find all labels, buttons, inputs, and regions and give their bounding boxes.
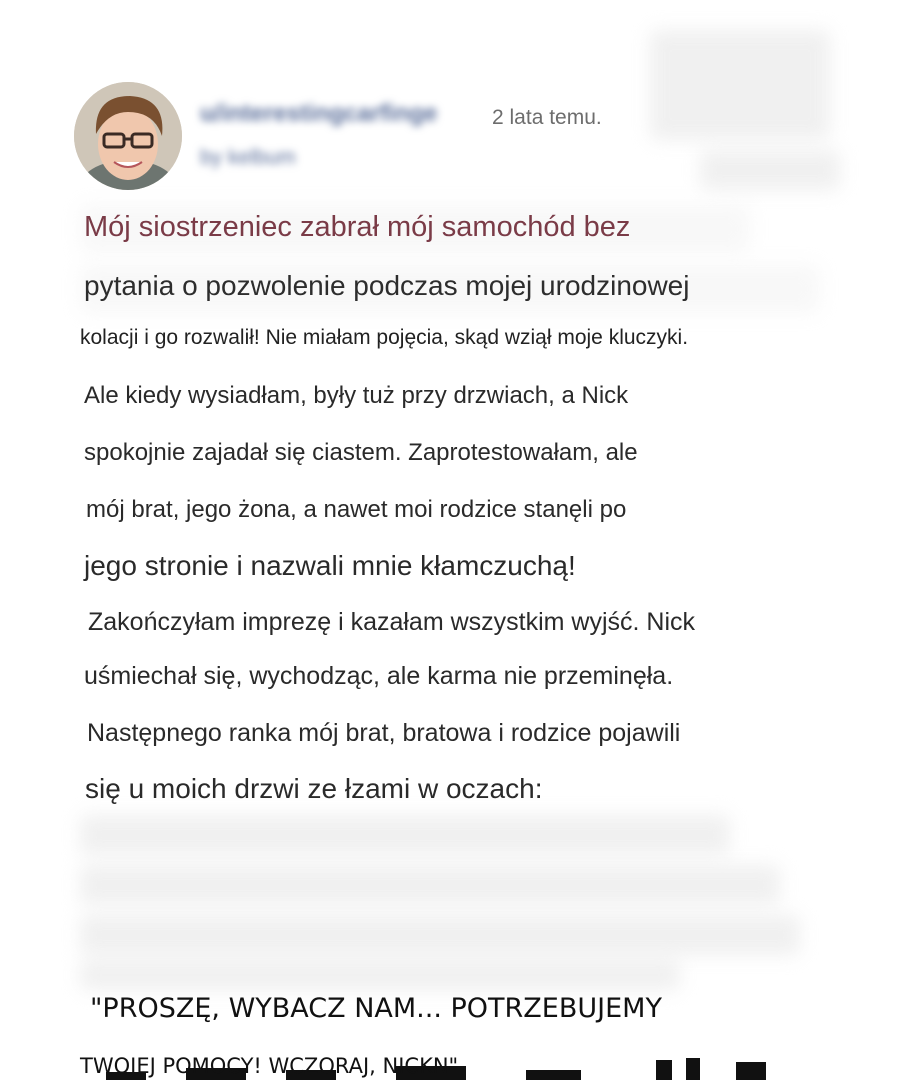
username-subline: by kelbum (200, 146, 296, 169)
post-line: pytania o pozwolenie podczas mojej urodzinowej (84, 270, 690, 301)
user-avatar[interactable] (74, 82, 182, 190)
post-line: Zakończyłam imprezę i kazałam wszystkim wyjść. Nick (88, 608, 696, 636)
post-title: Mój siostrzeniec zabrał mój samochód bez (84, 211, 631, 243)
caption-line-2: TWOJEJ POMOCY! WCZORAJ, NICKN" (80, 1054, 459, 1078)
post-line: jego stronie i nazwali mnie kłamczuchą! (84, 550, 576, 581)
post-line: kolacji i go rozwalił! Nie miałam pojęcia, skąd wziął moje kluczyki. (80, 326, 689, 349)
post-line: uśmiechał się, wychodząc, ale karma nie przeminęła. (84, 662, 674, 690)
post-line: spokojnie zajadał się ciastem. Zaprotestowałam, ale (84, 439, 638, 466)
post-line: się u moich drzwi ze łzami w oczach: (85, 773, 543, 804)
avatar-photo-icon (74, 82, 182, 190)
post-line: Następnego ranka mój brat, bratowa i rodzice pojawili (87, 719, 681, 747)
post-line: Ale kiedy wysiadłam, były tuż przy drzwiach, a Nick (84, 382, 629, 409)
post-timestamp: 2 lata temu. (492, 106, 602, 129)
caption-line-1: "PROSZĘ, WYBACZ NAM... POTRZEBUJEMY (90, 993, 662, 1024)
username[interactable]: u/interestingcarfinge (200, 100, 438, 127)
post-line: mój brat, jego żona, a nawet moi rodzice stanęli po (86, 496, 627, 523)
